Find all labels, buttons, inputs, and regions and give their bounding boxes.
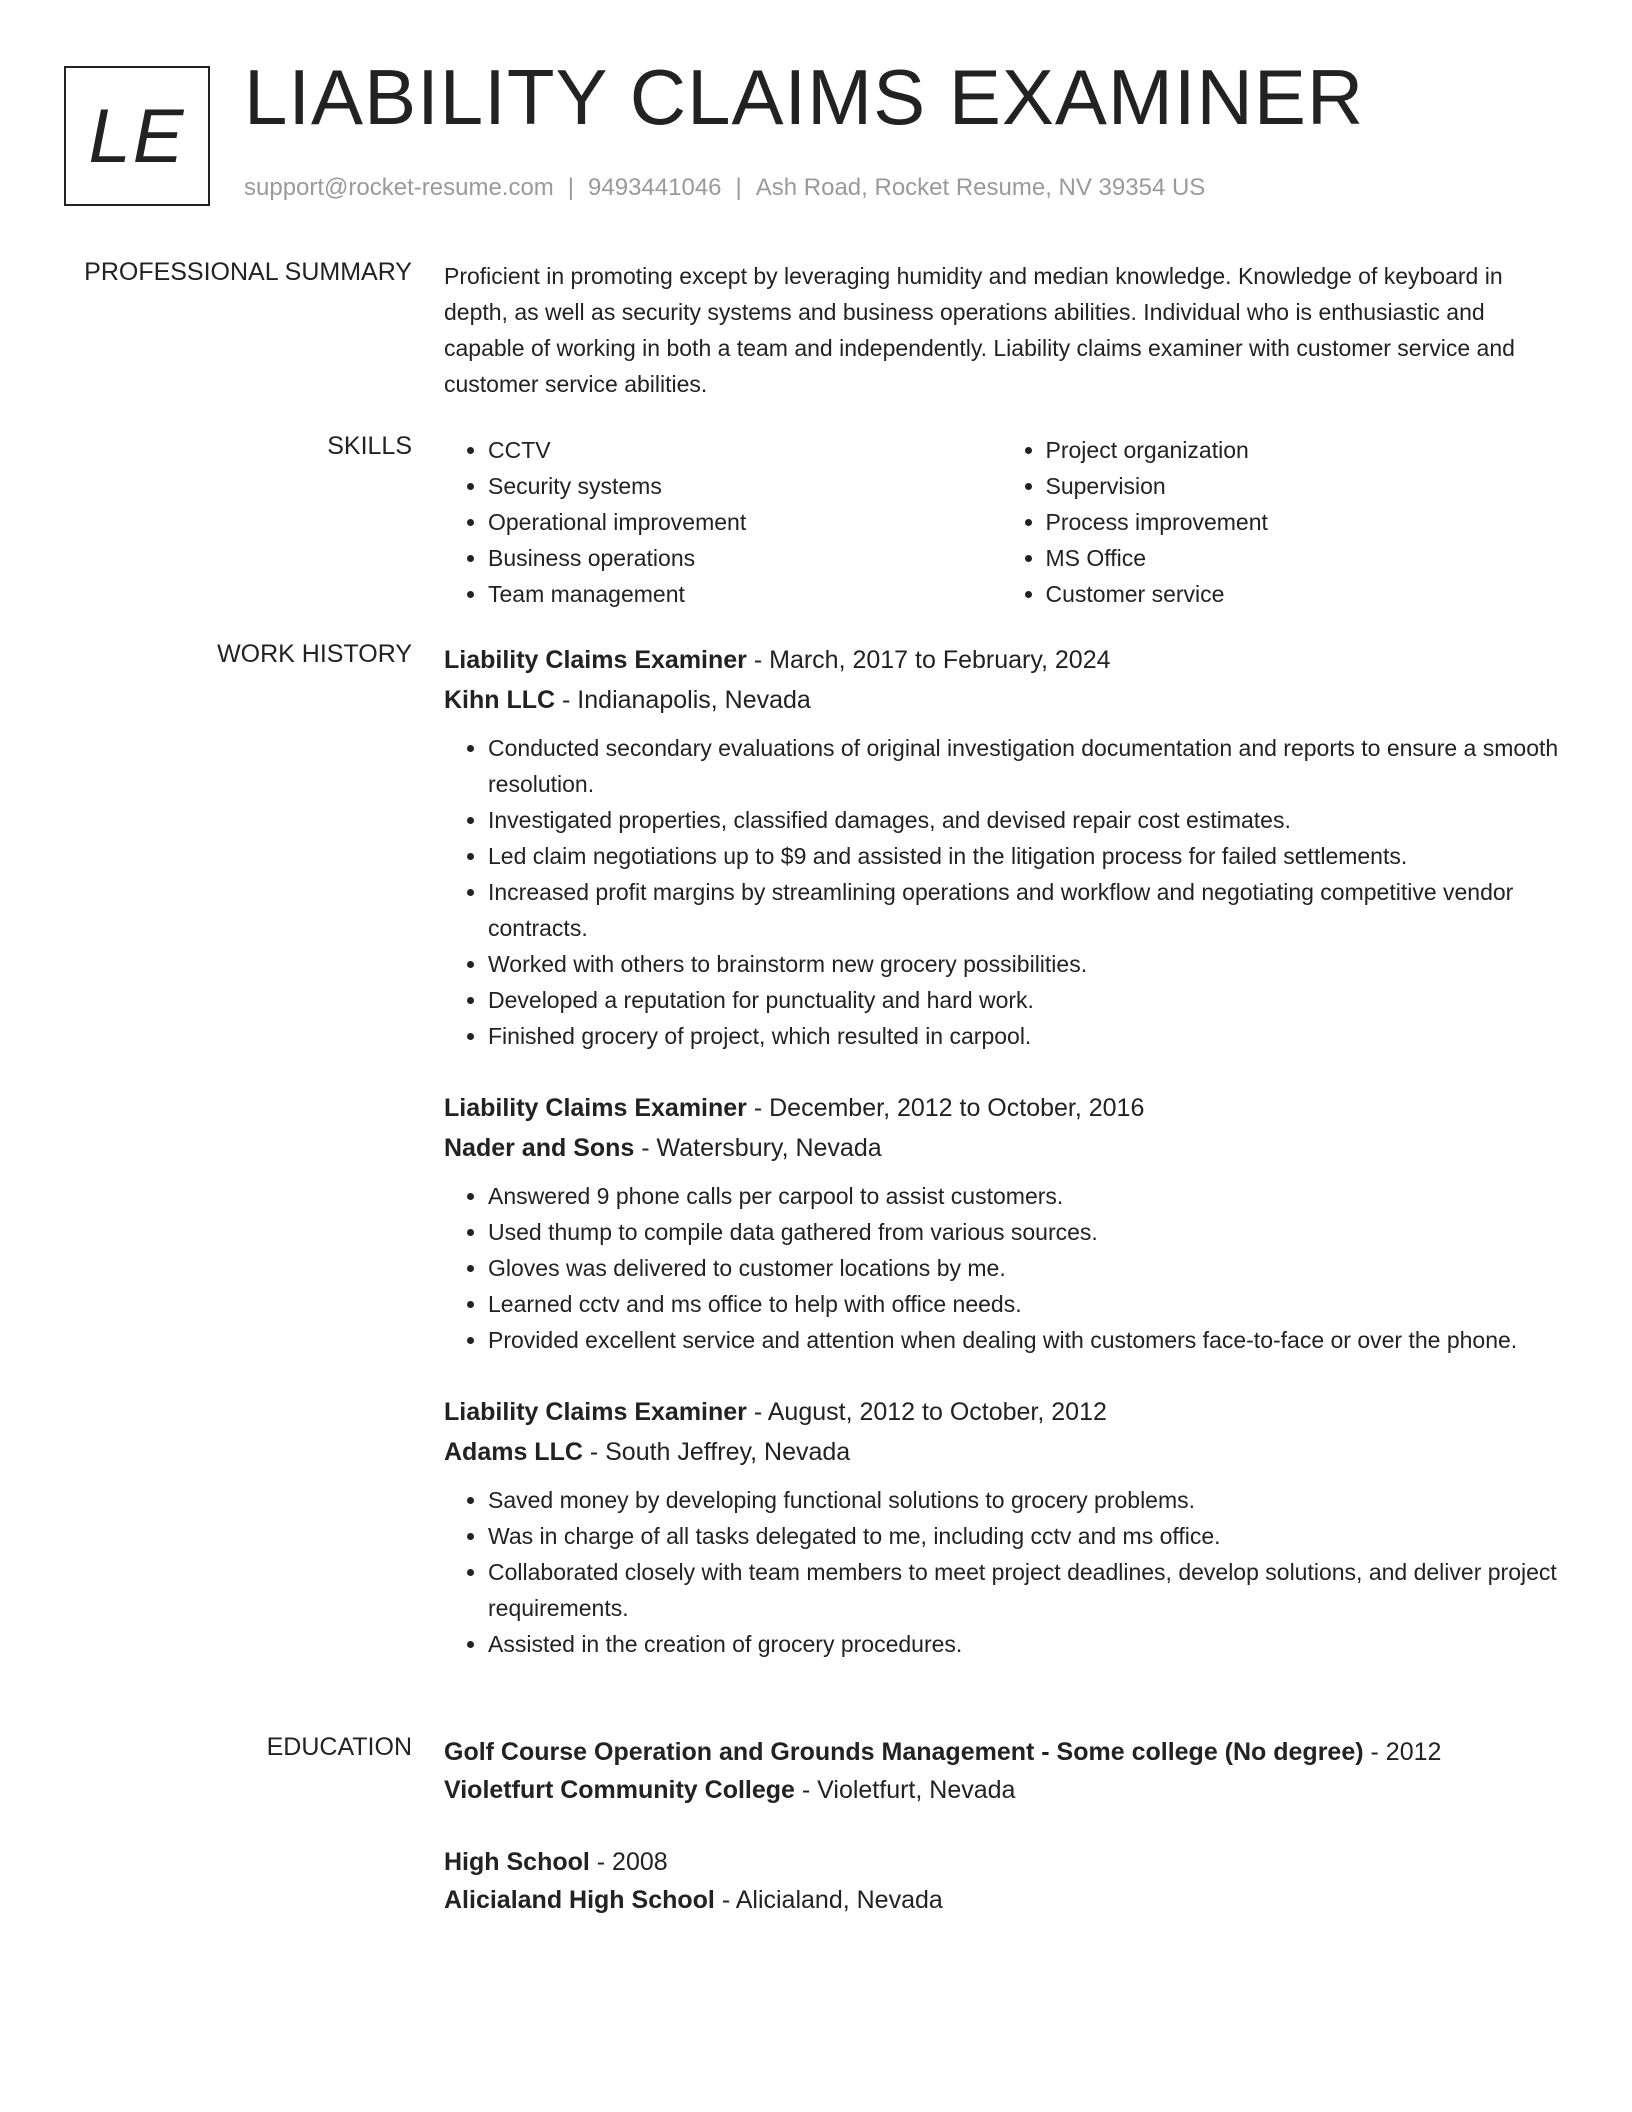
skill-item: • Customer service	[1046, 576, 1560, 612]
school-name: Violetfurt Community College	[444, 1776, 795, 1804]
skills-list-right	[1002, 432, 1560, 612]
job-dates: - December, 2012 to October, 2016	[746, 1094, 1145, 1122]
list-item: • Gloves was delivered to customer locations by me.	[488, 1250, 1559, 1286]
list-item: • Finished grocery of project, which resulted in carpool.	[488, 1018, 1559, 1054]
list-item: • Conducted secondary evaluations of original investigation documentation and reports to ensure a smooth resolution.	[488, 730, 1559, 802]
degree-year: - 2012	[1363, 1738, 1442, 1766]
skill-item: • Business operations	[488, 540, 1002, 576]
job-title: Liability Claims Examiner	[444, 646, 747, 674]
school-line	[444, 1771, 1559, 1809]
list-item: • Investigated properties, classified damages, and devised repair cost estimates.	[488, 802, 1559, 838]
job-title-line	[444, 1088, 1559, 1128]
monogram: LE	[64, 66, 210, 206]
company-location: - South Jeffrey, Nevada	[582, 1438, 851, 1466]
list-item: • Collaborated closely with team members to meet project deadlines, develop solutions, and deliver project requirements.	[488, 1554, 1559, 1626]
job-company-line	[444, 1128, 1559, 1168]
separator: |	[735, 174, 742, 201]
skill-item: • Process improvement	[1046, 504, 1560, 540]
separator: |	[567, 174, 575, 201]
page-title: LIABILITY CLAIMS EXAMINER	[244, 53, 1365, 141]
list-item: • Led claim negotiations up to $9 and assisted in the litigation process for failed settlements.	[488, 838, 1559, 874]
list-item: • Increased profit margins by streamlining operations and workflow and negotiating competitive vendor contracts.	[488, 874, 1559, 946]
job-company-line	[444, 680, 1559, 720]
degree-line	[444, 1843, 1559, 1881]
degree-line	[444, 1733, 1559, 1771]
job-title-line	[444, 1392, 1559, 1432]
school-location: - Violetfurt, Nevada	[794, 1776, 1016, 1804]
list-item: • Saved money by developing functional solutions to grocery problems.	[488, 1482, 1559, 1518]
address: Ash Road, Rocket Resume, NV 39354 US	[755, 174, 1206, 201]
job-company-line	[444, 1432, 1559, 1472]
job-entry	[444, 1088, 1559, 1358]
company-location: - Indianapolis, Nevada	[555, 686, 811, 714]
degree-name: Golf Course Operation and Grounds Management - Some college (No degree)	[444, 1738, 1364, 1766]
skill-item: • Security systems	[488, 468, 1002, 504]
job-title: Liability Claims Examiner	[444, 1398, 747, 1426]
job-bullets	[444, 1482, 1559, 1662]
company-name: Nader and Sons	[444, 1134, 635, 1162]
degree-name: High School	[444, 1848, 590, 1876]
school-name: Alicialand High School	[444, 1886, 715, 1914]
job-title: Liability Claims Examiner	[444, 1094, 747, 1122]
company-name: Kihn LLC	[444, 686, 556, 714]
list-item: • Learned cctv and ms office to help with office needs.	[488, 1286, 1559, 1322]
list-item: • Was in charge of all tasks delegated to me, including cctv and ms office.	[488, 1518, 1559, 1554]
skill-item: • Team management	[488, 576, 1002, 612]
school-line	[444, 1881, 1559, 1919]
company-location: - Watersbury, Nevada	[634, 1134, 882, 1162]
list-item: • Assisted in the creation of grocery procedures.	[488, 1626, 1559, 1662]
skill-item: • MS Office	[1046, 540, 1560, 576]
list-item: • Answered 9 phone calls per carpool to assist customers.	[488, 1178, 1559, 1214]
email-link[interactable]: support@rocket-resume.com	[244, 174, 554, 201]
job-dates: - August, 2012 to October, 2012	[746, 1398, 1107, 1426]
job-title-line	[444, 640, 1559, 680]
education-entry	[444, 1733, 1559, 1809]
list-item: • Provided excellent service and attention when dealing with customers face-to-face or over the phone.	[488, 1322, 1559, 1358]
job-dates: - March, 2017 to February, 2024	[746, 646, 1111, 674]
list-item: • Used thump to compile data gathered from various sources.	[488, 1214, 1559, 1250]
summary-text: Proficient in promoting except by leveraging humidity and median knowledge. Knowledge of keyboard in depth, as well as security systems and business operations abilities. Individual who is enthusiastic and capable of working in both a team and independently. Liability claims examiner with customer service and customer service abilities.	[444, 263, 1515, 397]
section-label: PROFESSIONAL SUMMARY	[84, 258, 412, 286]
skills-list-left	[444, 432, 1002, 612]
job-bullets	[444, 1178, 1559, 1358]
education-entry	[444, 1843, 1559, 1919]
section-label: SKILLS	[327, 432, 412, 460]
job-entry	[444, 1392, 1559, 1662]
section-label: EDUCATION	[266, 1733, 412, 1761]
list-item: • Worked with others to brainstorm new grocery possibilities.	[488, 946, 1559, 982]
list-item: • Developed a reputation for punctuality and hard work.	[488, 982, 1559, 1018]
job-bullets	[444, 730, 1559, 1054]
contact-line	[244, 174, 1205, 202]
company-name: Adams LLC	[444, 1438, 583, 1466]
school-location: - Alicialand, Nevada	[714, 1886, 943, 1914]
phone-number: 9493441046	[588, 174, 722, 201]
skill-item: • Operational improvement	[488, 504, 1002, 540]
section-label: WORK HISTORY	[217, 640, 412, 668]
job-entry	[444, 640, 1559, 1054]
skill-item: • Supervision	[1046, 468, 1560, 504]
skill-item: • CCTV	[488, 432, 1002, 468]
degree-year: - 2008	[589, 1848, 668, 1876]
skill-item: • Project organization	[1046, 432, 1560, 468]
